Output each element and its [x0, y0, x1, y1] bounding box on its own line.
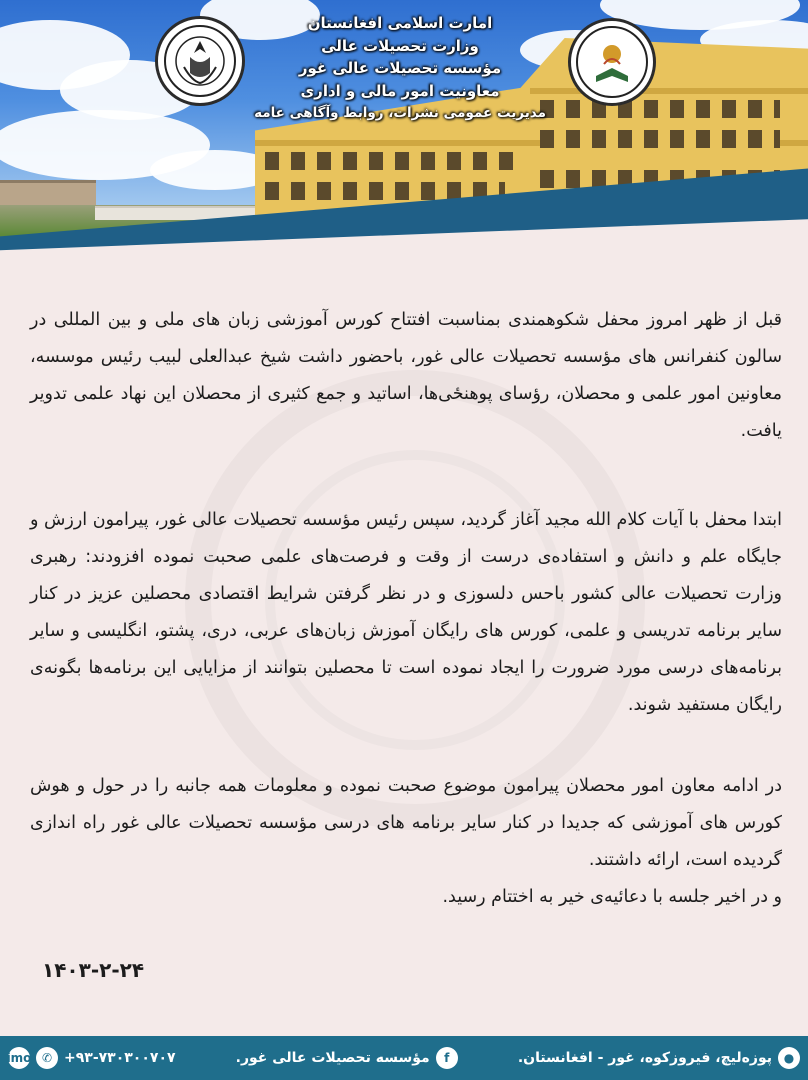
article-paragraph-4: و در اخیر جلسه با دعائیه‌ی خیر به اختتام رسید.	[442, 887, 782, 907]
footer-bar	[0, 1036, 808, 1080]
article-paragraph-3: در ادامه معاون امور محصلان پیرامون موضوع صحبت نموده و معلومات همه جانبه را در حول و هوش کورس های آموزشی که جدیدا در کنار سایر برنامه های درسی مؤسسه تحصیلات عالی غور راه اندازی گردیده است، ارائه داشتند.	[30, 776, 782, 870]
header-line-emirate: امارت اسلامی افغانستان	[307, 14, 493, 32]
footer-address: پوزه‌لیچ، فیروزکوه، غور - افغانستان.	[517, 1050, 772, 1066]
header-line-institute: مؤسسه تحصیلات عالی غور	[298, 59, 502, 77]
article-paragraph-1: قبل از ظهر امروز محفل شکوهمندی بمناسبت افتتاح کورس آموزشی زبان های ملی و بین المللی در سالون کنفرانس های مؤسسه تحصیلات عالی غور، باحضور داشت شیخ عبدالعلی لبیب رئیس موسسه، معاونین امور علمی و محصلان، رؤسای پوهنځی‌ها، اساتید و جمع کثیری از محصلان این نهاد علمی تدویر یافت.	[30, 310, 782, 441]
footer-address-group	[518, 1047, 800, 1069]
header-banner	[0, 0, 808, 285]
footer-phone-group[interactable]	[8, 1047, 176, 1069]
header-line-ministry: وزارت تحصیلات عالی	[321, 36, 479, 55]
imo-icon: imo	[8, 1047, 30, 1069]
footer-facebook: مؤسسه تحصیلات عالی غور.	[235, 1050, 430, 1066]
whatsapp-icon: ✆	[36, 1047, 58, 1069]
facebook-icon: f	[436, 1047, 458, 1069]
header-line-directorate: مدیریت عمومی نشرات، روابط وآگاهی عامه	[254, 105, 546, 121]
location-pin-icon: ●	[778, 1047, 800, 1069]
article-date: ۱۴۰۳-۲-۲۴	[42, 958, 145, 982]
article-paragraph-2: ابتدا محفل با آیات کلام الله مجید آغاز گردید، سپس رئیس مؤسسه تحصیلات عالی غور، پیرامون ارزش و جایگاه علم و دانش و استفاده‌ی درست از وقت و فرصت‌های علمی صحبت نموده افزودند: رهبری وزارت تحصیلات عالی کشور باحس دلسوزی و در نظر گرفتن شرایط اقتصادی محصلین عزیز در کنار سایر برنامه تدریسی و علمی، کورس های رایگان آموزش زبان‌های عربی، دری، پشتو، انگلیسی و سایر برنامه‌های درسی مورد ضرورت را ایجاد نموده است تا محصلین بتوانند از مزایایی این برنامه‌ها بگونه‌ی رایگان مستفید شوند.	[30, 510, 782, 715]
footer-facebook-group[interactable]	[236, 1047, 458, 1069]
footer-phone: +۹۳-۷۳۰۳۰۰۷۰۷	[64, 1050, 176, 1066]
news-article	[30, 302, 782, 916]
ministry-logo	[568, 18, 656, 106]
ghor-institute-logo	[155, 16, 245, 106]
header-line-deputy: معاونیت امور مالی و اداری	[300, 81, 500, 100]
header-titles	[240, 12, 560, 125]
